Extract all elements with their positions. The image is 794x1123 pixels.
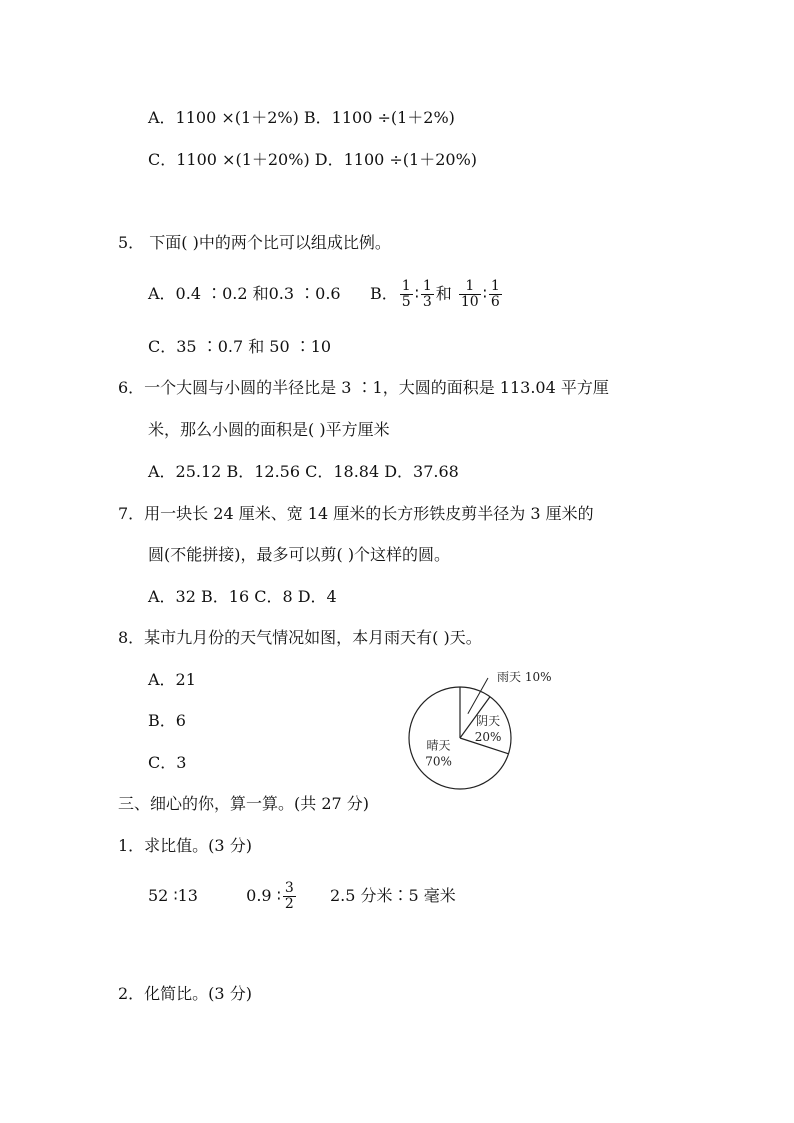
section3-title: 三、细心的你，算一算。(共 27 分): [118, 794, 370, 813]
q6-line2: 米，那么小圆的面积是( )平方厘米: [148, 420, 390, 439]
pie-label-rain: 雨天 10%: [497, 670, 552, 684]
q8-stem: 8．某市九月份的天气情况如图，本月雨天有( )天。: [118, 628, 482, 647]
q4-options-line2: C．1100 ×(1＋20%) D．1100 ÷(1＋20%): [148, 150, 478, 169]
q8-option-a: A．21: [148, 670, 196, 689]
q7-line1: 7．用一块长 24 厘米、宽 14 厘米的长方形铁皮剪半径为 3 厘米的: [118, 504, 594, 523]
fraction: $\frac{3}{2}$: [284, 880, 294, 912]
q5-option-b-prefix: B．: [370, 284, 398, 303]
pie-value-cloudy: 20%: [474, 729, 502, 744]
pie-value-sunny: 70%: [425, 754, 452, 769]
q7-options: A．32 B．16 C．8 D．4: [148, 587, 337, 606]
pie-label-cloudy: 阴天: [476, 713, 501, 728]
section3-q2-stem: 2．化简比。(3 分): [118, 984, 252, 1003]
fraction: $\frac{1}{3}$: [422, 278, 432, 310]
fraction: $\frac{1}{5}$: [401, 278, 411, 310]
q7-line2: 圆(不能拼接)，最多可以剪( )个这样的圆。: [148, 545, 451, 564]
ratio-item-b: 0.9 ∶ $\frac{3}{2}$: [246, 880, 294, 912]
q8-option-b: B．6: [148, 711, 186, 730]
q4-options-line1: A．1100 ×(1＋2%) B．1100 ÷(1＋2%): [148, 108, 455, 127]
q5-option-c: C．35 ∶0.7 和 50 ∶10: [148, 337, 332, 356]
weather-pie-chart: [400, 660, 600, 800]
q6-options: A．25.12 B．12.56 C．18.84 D．37.68: [148, 462, 459, 481]
fraction: $\frac{1}{6}$: [490, 278, 500, 310]
pie-label-sunny: 晴天: [426, 738, 451, 753]
section3-q1-stem: 1．求比值。(3 分): [118, 836, 252, 855]
q5-option-a: A．0.4 ∶0.2 和0.3 ∶0.6: [148, 284, 341, 303]
ratio-item-c: 2.5 分米∶5 毫米: [329, 886, 456, 905]
fraction: $\frac{1}{10}$: [460, 278, 479, 310]
q6-line1: 6．一个大圆与小圆的半径比是 3 ∶1，大圆的面积是 113.04 平方厘: [118, 378, 609, 397]
pie-leader-line: [468, 678, 488, 714]
q5-stem: 5． 下面( )中的两个比可以组成比例。: [118, 233, 391, 252]
q5-option-b: B． $\frac{1}{5}$ ∶ $\frac{1}{3}$ 和 $\frac{1}{10}$ ∶ $\frac{1}{6}$: [370, 278, 500, 310]
ratio-item-a: 52 ∶13: [148, 886, 198, 905]
section3-q1-items: [148, 876, 456, 916]
q8-option-c: C．3: [148, 753, 187, 772]
